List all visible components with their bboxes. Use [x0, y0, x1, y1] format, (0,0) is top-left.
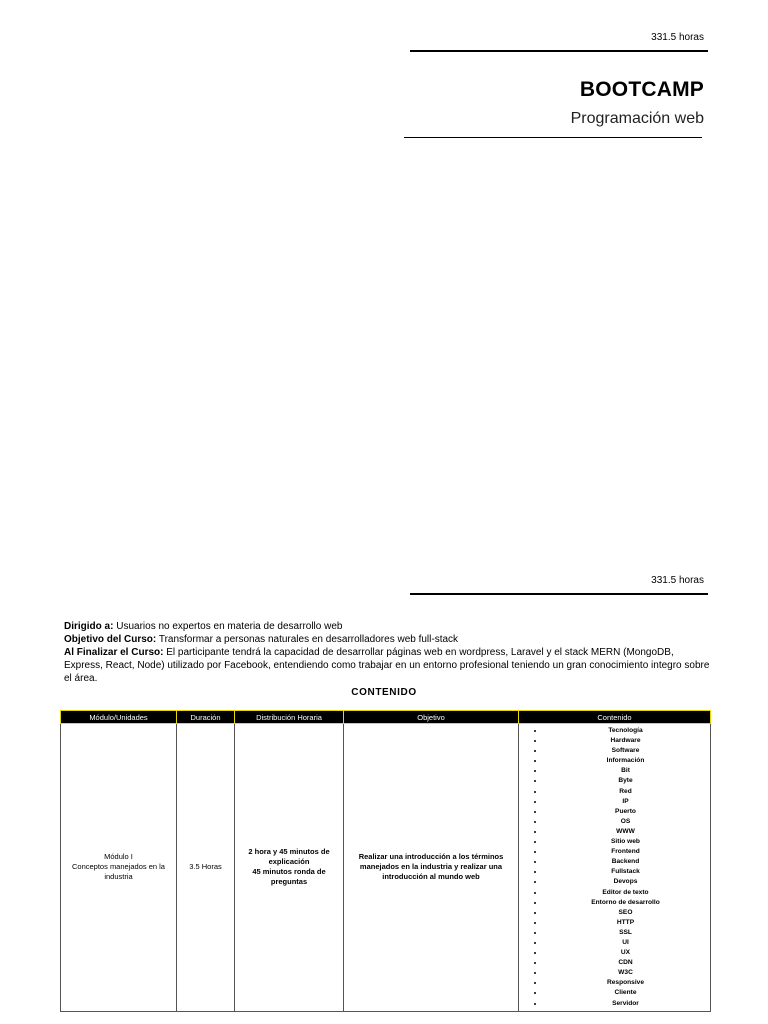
- modulo-cell: [61, 724, 177, 1012]
- modulo-number: Módulo I: [104, 852, 133, 862]
- list-item: • WWW: [544, 827, 707, 837]
- header-duracion: Duración: [177, 711, 235, 724]
- list-item: • Byte: [544, 776, 707, 786]
- finalizar-text: El participante tendrá la capacidad de desarrollar páginas web en wordpress, Laravel y el stack MERN (MongoDB, Express, React, Node) utilizado por Facebook, entendiendo como trabajar en un entorno profesional teniendo un gran conocimiento integro sobre el área.: [64, 647, 710, 684]
- list-item: • OS: [544, 817, 707, 827]
- dirigido-line: [64, 620, 712, 633]
- document-title: BOOTCAMP: [579, 78, 704, 101]
- list-item: • Red: [544, 787, 707, 797]
- list-item: • Responsive: [544, 978, 707, 988]
- distribucion-preguntas: 45 minutos ronda de preguntas: [252, 867, 326, 887]
- list-item: • Sitio web: [544, 837, 707, 847]
- list-item: • Bit: [544, 766, 707, 776]
- dirigido-text: Usuarios no expertos en materia de desarrollo web: [113, 621, 343, 632]
- section-title: CONTENIDO: [351, 687, 417, 698]
- header-objetivo: Objetivo: [344, 711, 519, 724]
- header-divider-bottom: [404, 137, 702, 138]
- header-divider-top: [410, 50, 708, 52]
- list-item: • Hardware: [544, 736, 707, 746]
- list-item: • CDN: [544, 958, 707, 968]
- distribucion-explicacion: 2 hora y 45 minutos de explicación: [248, 847, 330, 867]
- list-item: • Servidor: [544, 999, 707, 1009]
- list-item: • Tecnología: [544, 726, 707, 736]
- course-info: [64, 620, 712, 685]
- topics-list: [522, 726, 707, 1009]
- modulo-name: Conceptos manejados en la industria: [72, 862, 165, 882]
- objetivo-label: Objetivo del Curso:: [64, 634, 157, 645]
- list-item: • HTTP: [544, 918, 707, 928]
- hours-top: 331.5 horas: [651, 32, 704, 43]
- list-item: • Frontend: [544, 847, 707, 857]
- header-modulo: Módulo/Unidades: [61, 711, 177, 724]
- list-item: • SEO: [544, 908, 707, 918]
- header-contenido: Contenido: [519, 711, 711, 724]
- finalizar-label: Al Finalizar el Curso:: [64, 647, 164, 658]
- list-item: • Información: [544, 756, 707, 766]
- header-distribucion: Distribución Horaria: [235, 711, 344, 724]
- finalizar-line: [64, 646, 712, 685]
- document-subtitle: Programación web: [570, 110, 704, 127]
- objetivo-line: [64, 633, 712, 646]
- list-item: • IP: [544, 797, 707, 807]
- list-item: • UX: [544, 948, 707, 958]
- section-divider: [410, 593, 708, 595]
- distribucion-cell: [235, 724, 344, 1012]
- list-item: • SSL: [544, 928, 707, 938]
- list-item: • Fullstack: [544, 867, 707, 877]
- list-item: • Entorno de desarrollo: [544, 898, 707, 908]
- hours-bottom: 331.5 horas: [651, 575, 704, 586]
- table-row: [61, 724, 711, 1012]
- list-item: • Backend: [544, 857, 707, 867]
- list-item: • UI: [544, 938, 707, 948]
- content-table: [60, 710, 711, 1012]
- dirigido-label: Dirigido a:: [64, 621, 114, 632]
- list-item: • Puerto: [544, 807, 707, 817]
- objetivo-cell: Realizar una introducción a los términos manejados en la industria y realizar una introducción al mundo web: [344, 724, 519, 1012]
- list-item: • Cliente: [544, 988, 707, 998]
- contenido-cell: [519, 724, 711, 1012]
- list-item: • Devops: [544, 877, 707, 887]
- duracion-cell: 3.5 Horas: [177, 724, 235, 1012]
- list-item: • Software: [544, 746, 707, 756]
- list-item: • Editor de texto: [544, 888, 707, 898]
- table-header-row: [61, 711, 711, 724]
- objetivo-text: Transformar a personas naturales en desarrolladores web full-stack: [156, 634, 459, 645]
- list-item: • W3C: [544, 968, 707, 978]
